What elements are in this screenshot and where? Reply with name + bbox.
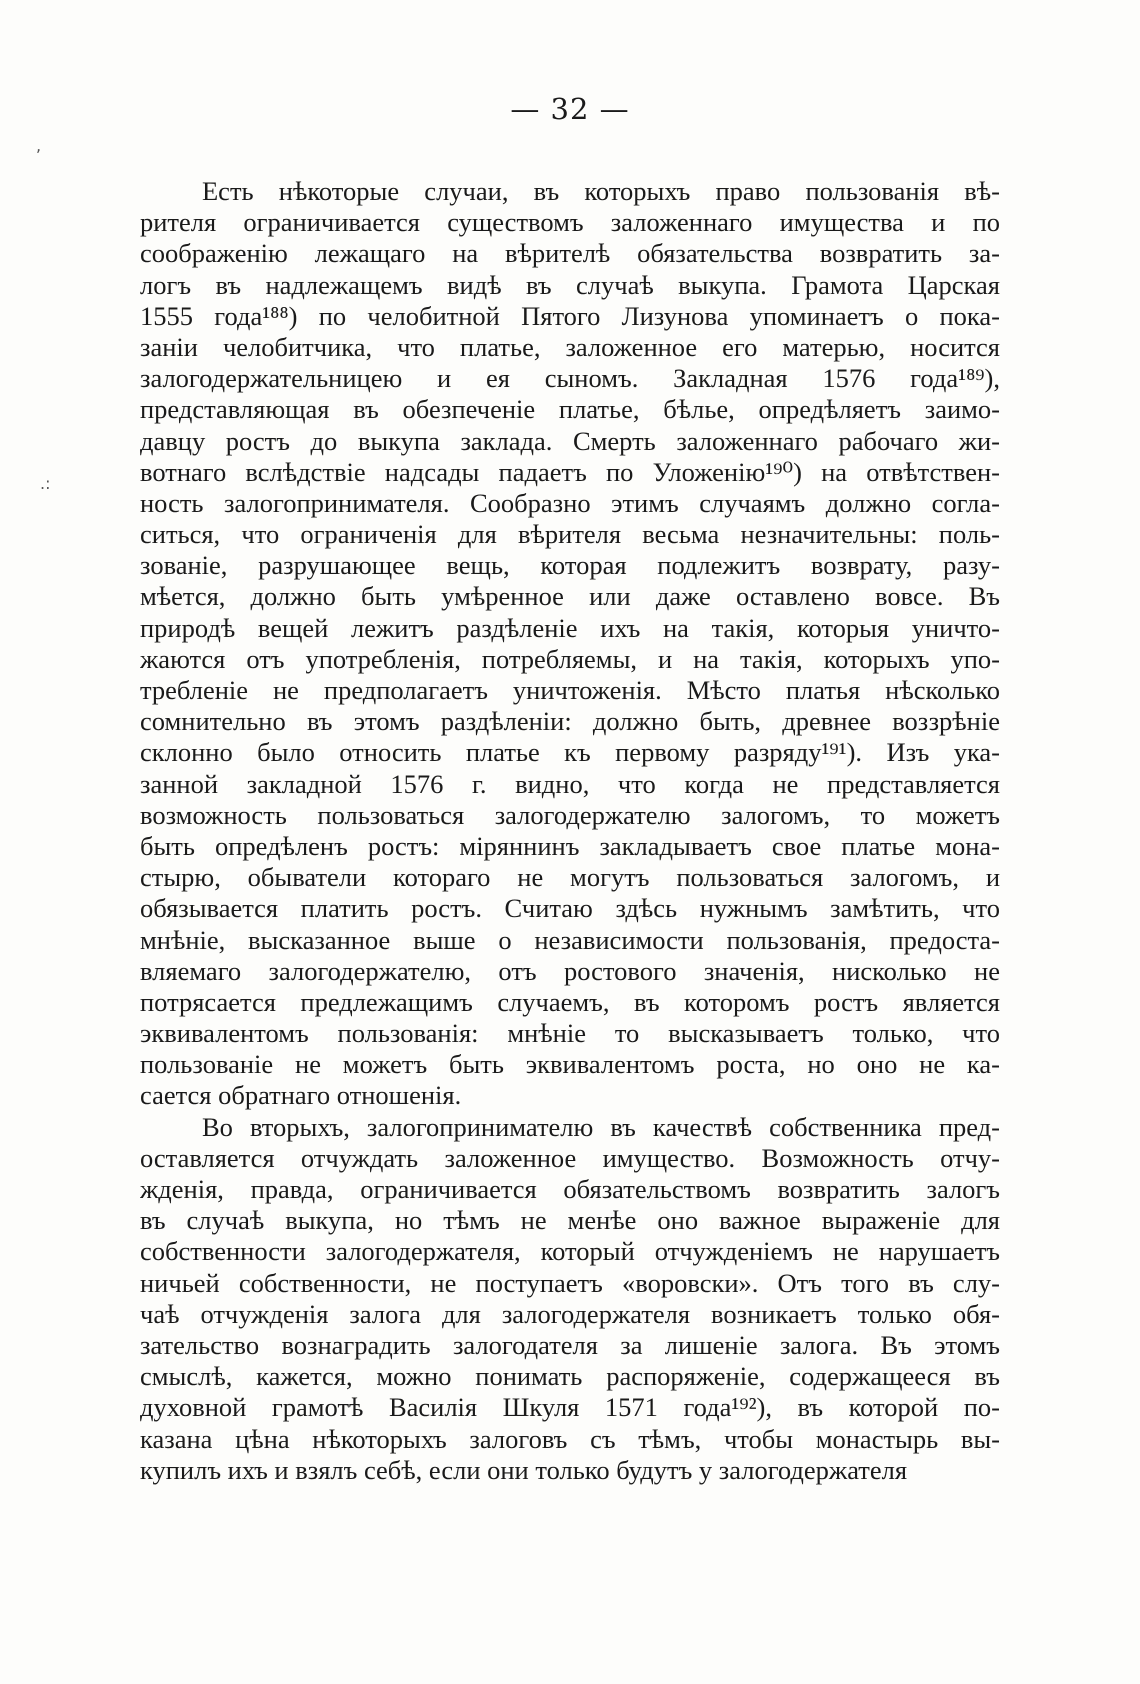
text-line: требленіе не предполагаетъ уничтоженія. Мѣсто платья нѣсколько <box>140 675 1000 705</box>
text-line: оставляется отчуждать заложенное имущество. Возможность отчу- <box>140 1142 1000 1173</box>
text-line: обязывается платить ростъ. Считаю здѣсь нужнымъ замѣтить, что <box>140 893 1000 924</box>
text-line: чаѣ отчужденія залога для залогодержателя возникаетъ только обя- <box>140 1298 1000 1329</box>
text-line: вляемаго залогодержателю, отъ ростового значенія, нисколько не <box>140 955 1000 986</box>
scan-speck: , <box>36 136 42 155</box>
text-line: потрясается предлежащимъ случаемъ, въ которомъ ростъ является <box>140 986 1000 1017</box>
body-text <box>140 176 1000 1486</box>
text-line: Есть нѣкоторые случаи, въ которыхъ право пользованія вѣ- <box>202 176 1000 206</box>
text-line: казана цѣна нѣкоторыхъ залоговъ съ тѣмъ, чтобы монастырь вы- <box>140 1423 1000 1454</box>
text-line: Во вторыхъ, залогопринимателю въ качествѣ собственника пред- <box>202 1111 1000 1142</box>
text-line: возможность пользоваться залогодержателю залогомъ, то можетъ <box>140 799 1000 830</box>
page-number: — 32 — <box>510 92 630 126</box>
text-line: смыслѣ, кажется, можно понимать распоряженіе, содержащееся въ <box>140 1361 1000 1392</box>
text-line: занной закладной 1576 г. видно, что когда не представляется <box>140 768 1000 799</box>
text-line: 1555 года¹⁸⁸) по челобитной Пятого Лизунова упоминаетъ о пока- <box>140 300 1000 331</box>
text-line: пользованіе не можетъ быть эквивалентомъ роста, но оно не ка- <box>140 1049 1000 1080</box>
text-line: сомнительно въ этомъ раздѣленіи: должно быть, древнее воззрѣніе <box>140 706 1000 737</box>
text-line: жаются отъ употребленія, потребляемы, и на такія, которыхъ упо- <box>140 643 1000 674</box>
text-line: представляющая въ обезпеченіе платье, бѣлье, опредѣляетъ заимо- <box>140 394 1000 425</box>
text-line: эквивалентомъ пользованія: мнѣніе то высказываетъ только, что <box>140 1018 1000 1049</box>
text-line: ность залогопринимателя. Сообразно этимъ случаямъ должно согла- <box>140 487 1000 518</box>
text-line: жденія, правда, ограничивается обязательствомъ возвратить залогъ <box>140 1174 1000 1204</box>
text-line: склонно было относить платье къ первому разряду¹⁹¹). Изъ ука- <box>140 737 1000 768</box>
text-line: сается обратнаго отношенія. <box>140 1080 462 1111</box>
text-line: ситься, что ограниченія для вѣрителя весьма незначительны: поль- <box>140 519 1000 550</box>
text-line: собственности залогодержателя, который отчужденіемъ не нарушаетъ <box>140 1236 1000 1267</box>
text-line: зательство вознаградить залогодателя за лишеніе залога. Въ этомъ <box>140 1329 1000 1360</box>
text-line: давцу ростъ до выкупа заклада. Смерть заложеннаго рабочаго жи- <box>140 425 1000 456</box>
text-line: залогодержательницею и ея сыномъ. Закладная 1576 года¹⁸⁹), <box>140 363 1000 394</box>
text-line: мнѣніе, высказанное выше о независимости пользованія, предоста- <box>140 924 1000 955</box>
text-line: духовной грамотѣ Василія Шкуля 1571 года¹⁹²), въ которой по- <box>140 1392 1000 1423</box>
text-line: зованіе, разрушающее вещь, которая подлежитъ возврату, разу- <box>140 550 1000 581</box>
text-line: вотнаго вслѣдствіе надсады падаетъ по Уложенію¹⁹⁰) на отвѣтствен- <box>140 456 1000 487</box>
text-line: соображенію лежащаго на вѣрителѣ обязательства возвратить за- <box>140 238 1000 269</box>
text-line: мѣется, должно быть умѣренное или даже оставлено вовсе. Въ <box>140 581 1000 612</box>
text-line: ничьей собственности, не поступаетъ «воровски». Отъ того въ слу- <box>140 1267 1000 1298</box>
text-line: природѣ вещей лежитъ раздѣленіе ихъ на такія, которыя уничто- <box>140 612 1000 643</box>
text-line: рителя ограничивается существомъ заложеннаго имущества и по <box>140 207 1000 238</box>
paragraph-1 <box>140 176 1000 1112</box>
text-line: купилъ ихъ и взялъ себѣ, если они только будутъ у залогодержателя <box>140 1454 908 1485</box>
paragraph-2 <box>140 1112 1000 1486</box>
text-line: стырю, обыватели котораго не могутъ пользоваться залогомъ, и <box>140 862 1000 893</box>
text-line: логъ въ надлежащемъ видѣ въ случаѣ выкупа. Грамота Царская <box>140 269 1000 300</box>
text-line: въ случаѣ выкупа, но тѣмъ не менѣе оно важное выраженіе для <box>140 1205 1000 1236</box>
text-line: быть опредѣленъ ростъ: міряннинъ закладываетъ свое платье мона- <box>140 830 1000 861</box>
text-line: заніи челобитчика, что платье, заложенное его матерью, носится <box>140 331 1000 362</box>
scan-speck: .: <box>40 474 51 493</box>
